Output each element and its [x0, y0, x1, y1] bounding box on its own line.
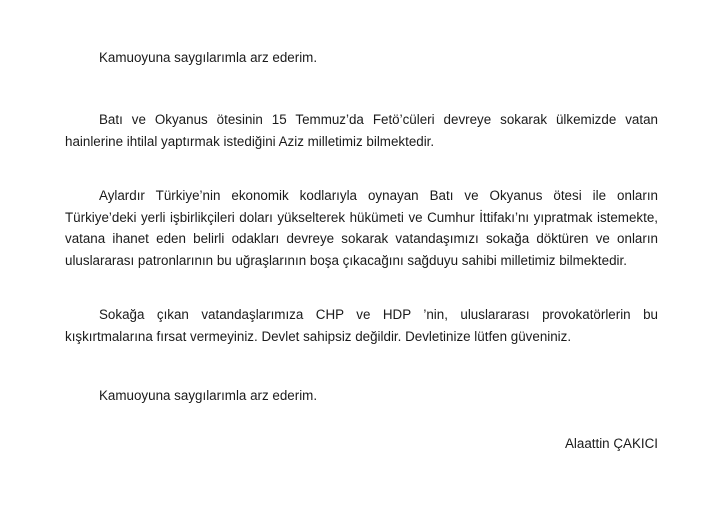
opening-line: Kamuoyuna saygılarımla arz ederim.: [99, 50, 318, 65]
paragraph-street-warning: Sokağa çıkan vatandaşlarımıza CHP ve HDP ’nin, uluslararası provokatörlerin bu kışkırtmalarına fırsat vermeyiniz. Devlet sahipsiz değildir. Devletinize lütfen güveniniz.: [65, 307, 658, 344]
closing-line: Kamuoyuna saygılarımla arz ederim.: [99, 388, 318, 403]
paragraph-fetö: Batı ve Okyanus ötesinin 15 Temmuz’da Fetö’cüleri devreye sokarak ülkemizde vatan hainlerine ihtilal yaptırmak istediğini Aziz milletimiz bilmektedir.: [65, 112, 658, 149]
signature: Alaattin ÇAKICI: [564, 436, 658, 451]
paragraph-economy: Aylardır Türkiye’nin ekonomik kodlarıyla oynayan Batı ve Okyanus ötesi ile onların Türkiye’deki yerli işbirlikçileri doları yükselterek hükümeti ve Cumhur İttifakı’nı yıpratmak istemekte, vatana ihanet eden belirli odakları devreye sokarak vatandaşımızı sokağa döktüren ve onların uluslararası patronlarının bu uğraşlarının boşa çıkacağını sağduyu sahibi milletimiz bilmektedir.: [65, 188, 658, 268]
